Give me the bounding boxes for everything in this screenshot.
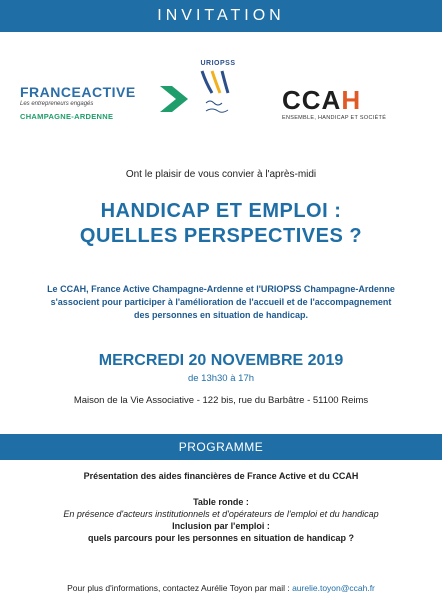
- partner-logos: [0, 60, 442, 145]
- fa-region: CHAMPAGNE-ARDENNE: [20, 112, 114, 121]
- topic-line2: quels parcours pour les personnes en situation de handicap ?: [87, 533, 355, 543]
- headline-line2: QUELLES PERSPECTIVES ?: [79, 225, 363, 247]
- banner-title: INVITATION: [157, 7, 285, 24]
- fa-tagline: Les entrepreneurs engagés: [20, 101, 94, 107]
- event-time: de 13h30 à 17h: [187, 373, 255, 384]
- ccah-logo: [282, 85, 422, 121]
- ccah-subtitle: ENSEMBLE, HANDICAP ET SOCIÉTÉ: [282, 115, 387, 121]
- topic-line1: Inclusion par l'emploi :: [172, 521, 270, 531]
- headline: [0, 199, 442, 249]
- uriopss-emblem-icon: [198, 67, 238, 123]
- invite-line: Ont le plaisir de vous convier à l'après-midi: [125, 169, 317, 180]
- partners-statement: [20, 283, 422, 322]
- programme-item-1: Présentation des aides financières de France Active et du CCAH: [83, 471, 359, 481]
- green-arrow-icon: [160, 86, 190, 112]
- contact-footer: [0, 583, 442, 593]
- uriopss-logo: [196, 60, 240, 128]
- round-table-block: [0, 496, 442, 544]
- programme-title: PROGRAMME: [178, 440, 264, 454]
- ccah-title-left: CCA: [282, 85, 342, 115]
- france-active-logo: [20, 84, 170, 121]
- uriopss-name: URIOPSS: [200, 60, 236, 67]
- partners-line1: Le CCAH, France Active Champagne-Ardenne et l'URIOPSS Champagne-Ardenne: [47, 284, 395, 294]
- event-date: MERCREDI 20 NOVEMBRE 2019: [98, 352, 344, 369]
- partners-line2: s'associent pour participer à l'amélioration de l'accueil et de l'accompagnement: [50, 297, 392, 307]
- headline-line1: HANDICAP ET EMPLOI :: [100, 200, 342, 222]
- table-label: Table ronde :: [193, 497, 249, 507]
- ccah-title-right: H: [341, 85, 362, 115]
- programme-banner: [0, 434, 442, 460]
- fa-word1: FRANCE: [20, 84, 82, 100]
- event-place: Maison de la Vie Associative - 122 bis, rue du Barbâtre - 51100 Reims: [73, 395, 369, 406]
- table-description: En présence d'acteurs institutionnels et d'opérateurs de l'emploi et du handicap: [63, 509, 379, 519]
- contact-email-link[interactable]: aurelie.toyon@ccah.fr: [292, 583, 375, 593]
- footer-text: Pour plus d'informations, contactez Aurélie Toyon par mail :: [67, 583, 290, 593]
- fa-word2: ACTIVE: [81, 84, 136, 100]
- invitation-banner: [0, 0, 442, 32]
- partners-line3: des personnes en situation de handicap.: [133, 310, 309, 320]
